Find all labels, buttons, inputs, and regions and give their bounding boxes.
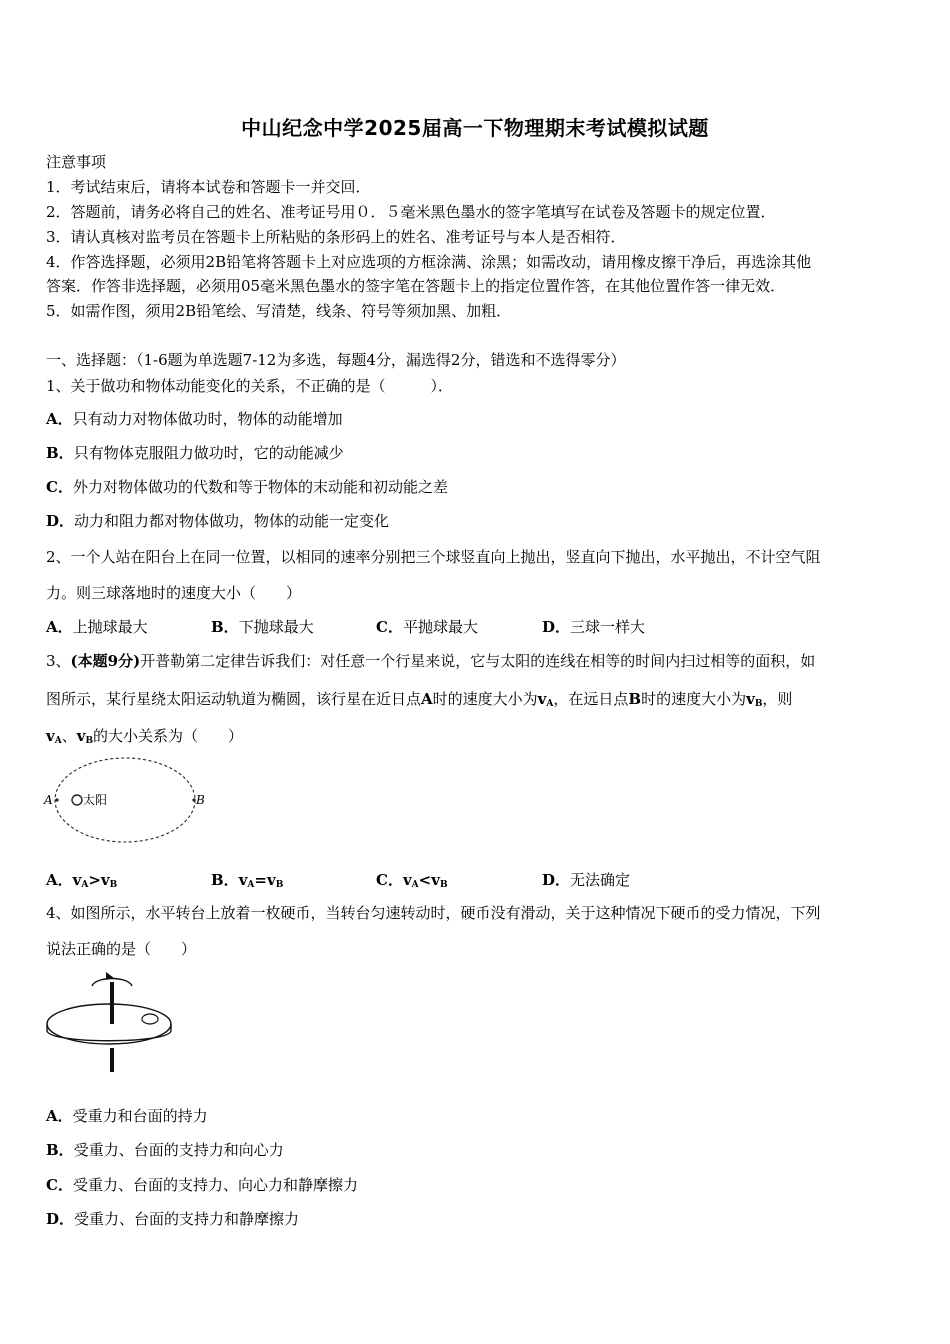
subscript: A [54, 736, 62, 746]
option-label: A． [46, 1107, 73, 1125]
option-label: D． [542, 618, 571, 636]
v-letter: v [100, 871, 110, 889]
question-2-stem: 2、一个人站在阳台上在同一位置，以相同的速率分别把三个球竖直向上抛出，竖直向下抛出，水平抛出，不计空气阻 [46, 548, 821, 566]
subscript: B [439, 880, 448, 890]
question-1-stem: 1、关于做功和物体动能变化的关系，不正确的是（ ）． [46, 377, 454, 395]
option-label: C． [376, 871, 403, 889]
question-3-stem [46, 651, 815, 671]
v-a-symbol [538, 690, 554, 708]
option-label: C． [46, 478, 73, 496]
v-b-symbol [746, 690, 762, 708]
option-text: 平抛球最大 [402, 618, 478, 636]
question-4-option-a [46, 1106, 208, 1126]
label-sun: 太阳 [83, 793, 108, 807]
v-letter: v [238, 871, 248, 889]
point-a-label: A [421, 690, 433, 708]
option-text: 外力对物体做功的代数和等于物体的末动能和初动能之差 [72, 478, 448, 496]
question-3-stem-cont [46, 689, 792, 714]
sun-icon [72, 795, 82, 805]
question-2-stem-cont: 力。则三球落地时的速度大小（ ） [46, 584, 302, 602]
v-letter: v [266, 871, 276, 889]
question-3-option-a [46, 870, 117, 895]
option-label: B． [46, 444, 74, 462]
point-b-label: B [628, 690, 642, 708]
question-1-option-c [46, 477, 448, 497]
turntable-figure [44, 968, 174, 1076]
question-3-option-c [376, 870, 448, 895]
v-b-symbol [77, 727, 93, 745]
v-letter: v [537, 690, 547, 708]
stem-text: 图所示，某行星绕太阳运动轨道为椭圆，该行星在近日点 [46, 690, 422, 708]
option-label: D． [542, 871, 571, 889]
question-1-option-b [46, 443, 344, 463]
question-2-option-c [376, 617, 478, 637]
option-text: 受重力、台面的支持力、向心力和静摩擦力 [72, 1176, 358, 1194]
section-heading: 一、选择题：（1-6题为单选题7-12为多选，每题4分，漏选得2分，错选和不选得零分） [46, 351, 626, 369]
question-1-option-a [46, 409, 343, 429]
subscript: B [275, 880, 284, 890]
option-label: D． [46, 1210, 75, 1228]
coin [142, 1014, 158, 1024]
question-3-stem-cont2 [46, 726, 243, 751]
subscript: A [247, 880, 255, 890]
stem-text: 时的速度大小为 [432, 690, 538, 708]
notice-item: 1．考试结束后，请将本试卷和答题卡一并交回． [46, 178, 371, 196]
v-letter: v [72, 871, 82, 889]
question-1-option-d [46, 511, 389, 531]
option-text: 受重力、台面的支持力和静摩擦力 [74, 1210, 300, 1228]
v-letter: v [76, 727, 86, 745]
v-letter: v [46, 727, 55, 745]
option-text: 只有物体克服阻力做功时，它的动能减少 [73, 444, 344, 462]
option-label: A． [46, 618, 73, 636]
stem-text: 开普勒第二定律告诉我们：对任意一个行星来说，它与太阳的连线在相等的时间内扫过相等的面积，如 [140, 652, 816, 670]
stem-text: 的大小关系为（ ） [93, 727, 244, 745]
question-tag: (本题9分) [70, 652, 141, 670]
option-label: A． [46, 410, 73, 428]
question-4-stem-cont: 说法正确的是（ ） [46, 940, 197, 958]
label-a: A [44, 793, 53, 807]
v-letter: v [402, 871, 412, 889]
orbit-ellipse [55, 758, 195, 842]
option-text: 受重力和台面的持力 [72, 1107, 208, 1125]
stem-text: ，则 [762, 690, 793, 708]
notice-item: 2．答题前，请务必将自己的姓名、准考证号用０．５毫米黑色墨水的签字笔填写在试卷及答题卡的规定位置． [46, 203, 776, 221]
stem-text: 时的速度大小为 [641, 690, 747, 708]
notice-item: 答案．作答非选择题，必须用05毫米黑色墨水的签字笔在答题卡上的指定位置作答，在其他位置作答一律无效． [46, 277, 786, 295]
question-2-option-d [542, 617, 645, 637]
option-label: B． [211, 871, 239, 889]
question-2-option-b [211, 617, 314, 637]
question-3-option-b [211, 870, 283, 895]
option-label: D． [46, 512, 75, 530]
notice-item: 5．如需作图，须用2B铅笔绘、写清楚，线条、符号等须加黑、加粗． [46, 302, 512, 320]
question-4-option-b [46, 1140, 284, 1160]
page-title: 中山纪念中学2025届高一下物理期末考试模拟试题 [241, 116, 709, 140]
subscript: B [754, 699, 763, 709]
notice-item: 4．作答选择题，必须用2B铅笔将答题卡上对应选项的方框涂满、涂黑；如需改动，请用橡皮擦干净后，再选涂其他 [46, 253, 812, 271]
option-text: 动力和阻力都对物体做功，物体的动能一定变化 [74, 512, 390, 530]
subscript: B [85, 736, 94, 746]
label-b: B [196, 793, 205, 807]
option-label: C． [376, 618, 403, 636]
v-letter: v [746, 690, 755, 708]
question-4-stem: 4、如图所示，水平转台上放着一枚硬币，当转台匀速转动时，硬币没有滑动，关于这种情况下硬币的受力情况，下列 [46, 904, 821, 922]
subscript: A [546, 699, 554, 709]
option-text: 下抛球最大 [238, 618, 314, 636]
stem-text: ，在远日点 [553, 690, 629, 708]
option-label: B． [46, 1141, 74, 1159]
stem-text: 、 [61, 727, 77, 745]
relation: > [88, 871, 101, 889]
option-label: C． [46, 1176, 73, 1194]
v-letter: v [431, 871, 440, 889]
notice-item: 3．请认真核对监考员在答题卡上所粘贴的条形码上的姓名、准考证号与本人是否相符． [46, 228, 626, 246]
question-number: 3、 [46, 652, 71, 670]
option-text: 三球一样大 [570, 618, 646, 636]
option-label: B． [211, 618, 239, 636]
relation: < [418, 871, 432, 889]
question-4-option-c [46, 1175, 358, 1195]
notice-heading: 注意事项 [46, 153, 107, 171]
subscript: A [81, 880, 89, 890]
option-text: 只有动力对物体做功时，物体的动能增加 [72, 410, 343, 428]
subscript: B [109, 880, 118, 890]
relation: = [254, 871, 267, 889]
orbit-figure [40, 752, 210, 848]
question-2-option-a [46, 617, 148, 637]
option-text: 受重力、台面的支持力和向心力 [73, 1141, 284, 1159]
question-3-option-d [542, 870, 630, 890]
question-4-option-d [46, 1209, 299, 1229]
option-text: 上抛球最大 [72, 618, 148, 636]
v-a-symbol [46, 727, 62, 745]
subscript: A [411, 880, 419, 890]
option-text: 无法确定 [570, 871, 631, 889]
planet-a-dot [55, 798, 58, 801]
option-label: A． [46, 871, 73, 889]
